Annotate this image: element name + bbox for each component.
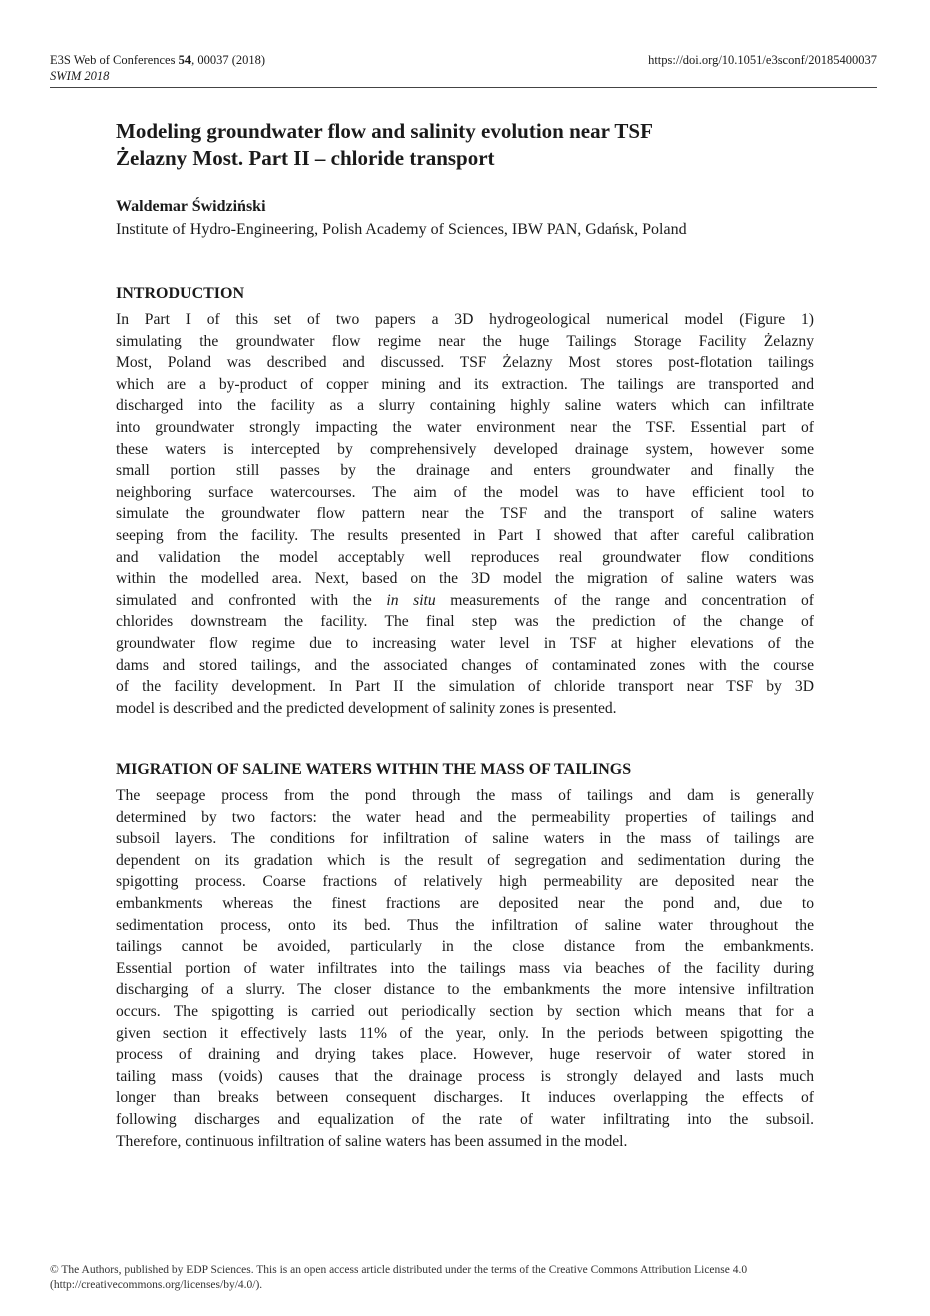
paragraph-line: and validation the model acceptably well reproduces real groundwater flow conditions — [116, 548, 814, 566]
paragraph-line: simulating the groundwater flow regime near the huge Tailings Storage Facility Żelazny — [116, 332, 814, 350]
paragraph-line: process of draining and drying takes place. However, huge reservoir of water stored in — [116, 1046, 814, 1064]
paragraph-line: determined by two factors: the water head and the permeability properties of tailings and — [116, 808, 814, 826]
paragraph-line: small portion still passes by the drainage and enters groundwater and finally the — [116, 462, 814, 480]
header-divider — [50, 87, 877, 88]
paragraph-line: groundwater flow regime due to increasing water level in TSF at higher elevations of the — [116, 634, 814, 652]
paragraph-line — [116, 590, 814, 612]
doi-link[interactable]: https://doi.org/10.1051/e3sconf/20185400037 — [648, 53, 877, 67]
paragraph-line: sedimentation process, onto its bed. Thus the infiltration of saline water throughout the — [116, 916, 814, 934]
header-left — [50, 52, 265, 84]
paragraph-line: which are a by-product of copper mining and its extraction. The tailings are transported and — [116, 375, 814, 393]
title-line-1: Modeling groundwater flow and salinity evolution near TSF — [116, 119, 653, 143]
license-link[interactable]: (http://creativecommons.org/licenses/by/4.0/). — [50, 1279, 263, 1291]
title-line-2: Żelazny Most. Part II – chloride transport — [116, 146, 495, 170]
conference-suffix: , 00037 (2018) — [191, 53, 266, 67]
author-name: Waldemar Świdziński — [116, 198, 266, 215]
paragraph-line: spigotting process. Coarse fractions of relatively high permeability are deposited near the — [116, 873, 814, 891]
paper-title — [116, 118, 816, 172]
line-text: simulated and confronted with the — [116, 591, 387, 609]
paragraph-line: longer than breaks between consequent discharges. It induces overlapping the effects of — [116, 1089, 814, 1107]
paragraph-line: occurs. The spigotting is carried out periodically section by section which means that for a — [116, 1002, 814, 1020]
paragraph-line: dependent on its gradation which is the result of segregation and sedimentation during the — [116, 851, 814, 869]
conference-prefix: E3S Web of Conferences — [50, 53, 179, 67]
paragraph-line: dams and stored tailings, and the associated changes of contaminated zones with the course — [116, 656, 814, 674]
paragraph-line: of the facility development. In Part II the simulation of chloride transport near TSF by 3D — [116, 678, 814, 696]
paragraph-line: within the modelled area. Next, based on the 3D model the migration of saline waters was — [116, 570, 814, 588]
paragraph-line: given section it effectively lasts 11% of the year, only. In the periods between spigotting the — [116, 1024, 814, 1042]
paragraph-line: neighboring surface watercourses. The aim of the model was to have efficient tool to — [116, 483, 814, 501]
author-affiliation: Institute of Hydro-Engineering, Polish Academy of Sciences, IBW PAN, Gdańsk, Poland — [116, 221, 687, 238]
paragraph-line: following discharges and equalization of the rate of water infiltrating into the subsoil. — [116, 1110, 814, 1128]
conference-series: SWIM 2018 — [50, 69, 110, 83]
paragraph-line: discharged into the facility as a slurry containing highly saline waters which can infiltrate — [116, 397, 814, 415]
paragraph-line: chlorides downstream the facility. The final step was the prediction of the change of — [116, 613, 814, 631]
license-text: © The Authors, published by EDP Sciences. This is an open access article distributed under the terms of the Creative Commons Attribution License 4.0 — [50, 1264, 748, 1276]
paragraph-line: tailings cannot be avoided, particularly in the close distance from the embankments. — [116, 938, 814, 956]
paragraph-line: Most, Poland was described and discussed. TSF Żelazny Most stores post-flotation tailings — [116, 354, 814, 372]
introduction-paragraph — [116, 309, 814, 719]
license-footer — [50, 1263, 877, 1293]
paragraph-line: In Part I of this set of two papers a 3D hydrogeological numerical model (Figure 1) — [116, 311, 814, 328]
paragraph-line: Therefore, continuous infiltration of saline waters has been assumed in the model. — [116, 1132, 628, 1150]
conference-name — [50, 53, 265, 67]
paragraph-line: discharging of a slurry. The closer distance to the embankments the more intensive infiltration — [116, 981, 814, 999]
paragraph-line: seeping from the facility. The results presented in Part I showed that after careful calibration — [116, 526, 814, 544]
italic-term: in situ — [386, 591, 436, 609]
paragraph-line: embankments whereas the finest fractions are deposited near the pond and, due to — [116, 894, 814, 912]
section-heading-introduction: INTRODUCTION — [116, 285, 245, 302]
paragraph-line: tailing mass (voids) causes that the drainage process is strongly delayed and lasts much — [116, 1067, 814, 1085]
paragraph-line: simulate the groundwater flow pattern near the TSF and the transport of saline waters — [116, 505, 814, 523]
paragraph-line: The seepage process from the pond through the mass of tailings and dam is generally — [116, 787, 814, 804]
paragraph-line: subsoil layers. The conditions for infiltration of saline waters in the mass of tailings are — [116, 830, 814, 848]
volume-number: 54 — [178, 53, 192, 67]
section-heading-migration: MIGRATION OF SALINE WATERS WITHIN THE MASS OF TAILINGS — [116, 761, 632, 778]
paragraph-line: model is described and the predicted development of salinity zones is presented. — [116, 699, 617, 717]
paragraph-line: these waters is intercepted by comprehensively developed drainage system, however some — [116, 440, 814, 458]
paragraph-line: Essential portion of water infiltrates into the tailings mass via beaches of the facility during — [116, 959, 814, 977]
migration-paragraph — [116, 785, 814, 1152]
line-text: measurements of the range and concentration of — [435, 591, 814, 609]
paragraph-line: into groundwater strongly impacting the water environment near the TSF. Essential part of — [116, 418, 814, 436]
